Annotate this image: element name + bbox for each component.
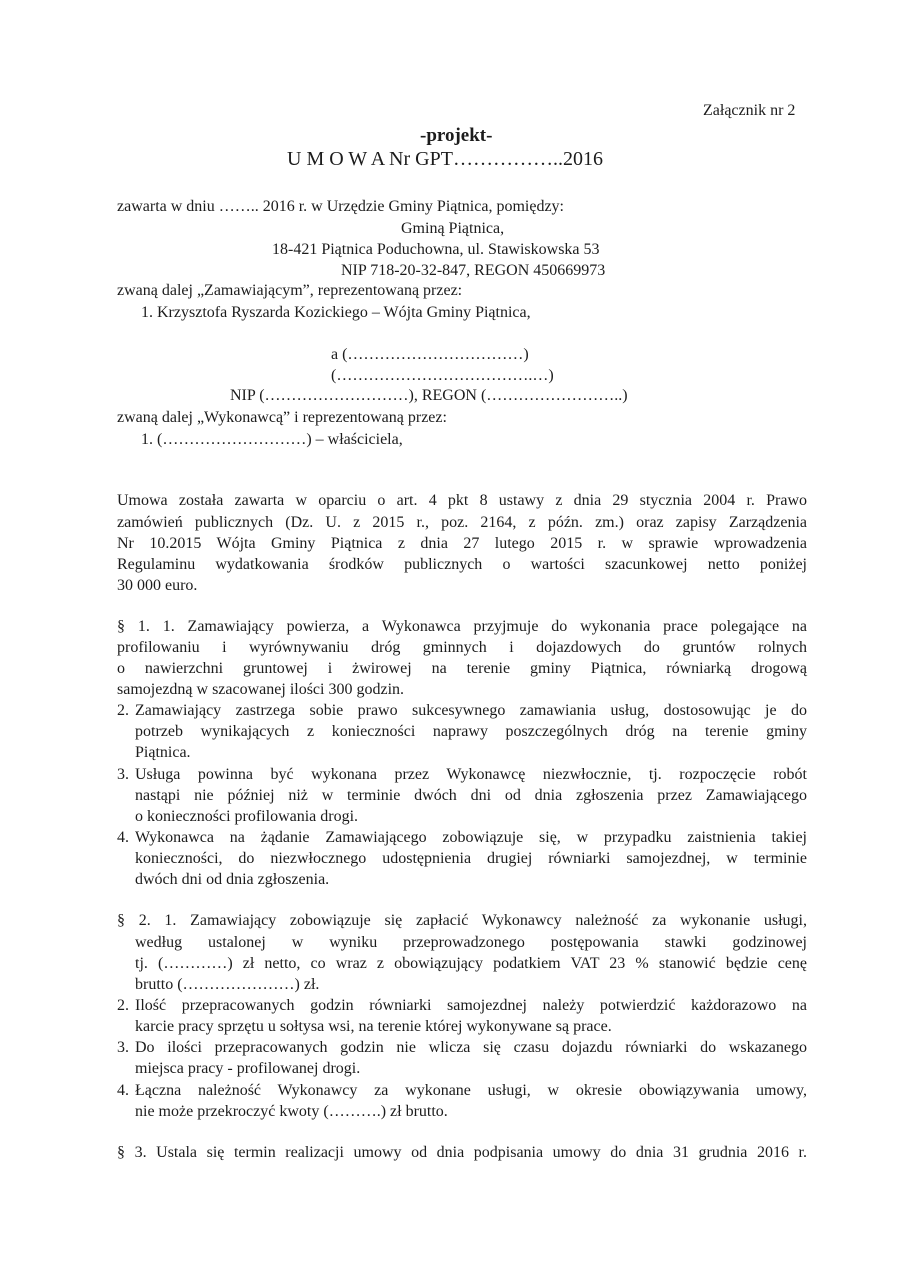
basis-line: 30 000 euro. [117, 577, 198, 594]
party1-representative: 1. Krzysztofa Ryszarda Kozickiego – Wójta Gminy Piątnica, [141, 304, 531, 321]
sec2-p2-line: karcie pracy sprzętu u sołtysa wsi, na terenie której wykonywane są prace. [135, 1018, 612, 1035]
party1-called: zwaną dalej „Zamawiającym”, reprezentowaną przez: [117, 282, 463, 299]
basis-line: Nr 10.2015 Wójta Gminy Piątnica z dnia 27 lutego 2015 r. w sprawie wprowadzenia [117, 535, 807, 552]
section-3: § 3. Ustala się termin realizacji umowy od dnia podpisania umowy do dnia 31 grudnia 2016 r. [117, 1144, 807, 1161]
sec1-p1-line: samojezdną w szacowanej ilości 300 godzin. [117, 681, 405, 698]
party2-representative: 1. (………………………) – właściciela, [141, 431, 403, 448]
sec1-p4-number: 4. [117, 829, 129, 846]
sec2-p3-line: miejsca pracy - profilowanej drogi. [135, 1060, 361, 1077]
sec1-p1-line: o nawierzchni gruntowej i żwirowej na terenie gminy Piątnica, równiarką drogową [117, 660, 807, 677]
sec1-p4-line: dwóch dni od dnia zgłoszenia. [135, 871, 330, 888]
basis-line: Regulaminu wydatkowania środków publicznych o wartości szacunkowej netto poniżej [117, 556, 807, 573]
sec1-p2-line: Piątnica. [135, 744, 191, 761]
sec1-p4-line: Wykonawca na żądanie Zamawiającego zobowiązuje się, w przypadku zaistnienia takiej [135, 829, 807, 846]
party2-ids: NIP (………………………), REGON (……………………..) [230, 387, 628, 404]
sec1-p3-line: o konieczności profilowania drogi. [135, 808, 359, 825]
party1-name: Gminą Piątnica, [401, 220, 505, 237]
sec2-p4-line: nie może przekroczyć kwoty (……….) zł brutto. [135, 1103, 448, 1120]
draft-label: -projekt- [420, 125, 493, 146]
sec2-p2-number: 2. [117, 997, 129, 1014]
party2-called: zwaną dalej „Wykonawcą” i reprezentowaną przez: [117, 409, 447, 426]
sec1-p1-line: § 1. 1. Zamawiający powierza, a Wykonawca przyjmuje do wykonania prace polegające na [117, 618, 807, 635]
sec2-p2-line: Ilość przepracowanych godzin równiarki samojezdnej należy potwierdzić każdorazowo na [135, 997, 807, 1014]
basis-line: Umowa została zawarta w oparciu o art. 4 pkt 8 ustawy z dnia 29 stycznia 2004 r. Prawo [117, 492, 807, 509]
sec2-p1-line: tj. (…………) zł netto, co wraz z obowiązujący podatkiem VAT 23 % stanowić będzie cenę [135, 955, 807, 972]
basis-line: zamówień publicznych (Dz. U. z 2015 r., poz. 2164, z późn. zm.) oraz zapisy Zarządzenia [117, 514, 807, 531]
sec2-p3-number: 3. [117, 1039, 129, 1056]
party1-ids: NIP 718-20-32-847, REGON 450669973 [341, 262, 606, 279]
sec1-p1-line: profilowaniu i wyrównywaniu dróg gminnych i dojazdowych do gruntów rolnych [117, 639, 807, 656]
sec2-p4-line: Łączna należność Wykonawcy za wykonane usługi, w okresie obowiązywania umowy, [135, 1082, 807, 1099]
sec2-p1-line: według ustalonej w wyniku przeprowadzonego postępowania stawki godzinowej [135, 934, 807, 951]
sec2-p3-line: Do ilości przepracowanych godzin nie wlicza się czasu dojazdu równiarki do wskazanego [135, 1039, 807, 1056]
concluded-line: zawarta w dniu …….. 2016 r. w Urzędzie Gminy Piątnica, pomiędzy: [117, 198, 564, 215]
party1-address: 18-421 Piątnica Poduchowna, ul. Stawiskowska 53 [272, 241, 600, 258]
sec2-p1-line: brutto (…………………) zł. [135, 976, 320, 993]
sec2-p1-line: § 2. 1. Zamawiający zobowiązuje się zapłacić Wykonawcy należność za wykonanie usługi, [117, 912, 807, 929]
contract-title: U M O W A Nr GPT……………..2016 [287, 148, 603, 170]
sec1-p2-line: potrzeb wynikających z konieczności naprawy poszczególnych dróg na terenie gminy [135, 723, 807, 740]
sec1-p2-line: Zamawiający zastrzega sobie prawo sukcesywnego zamawiania usług, dostosowując je do [135, 702, 807, 719]
sec1-p3-number: 3. [117, 766, 129, 783]
sec1-p4-line: konieczności, do niezwłocznego udostępnienia drugiej równiarki samojezdnej, w terminie [135, 850, 807, 867]
sec1-p3-line: nastąpi nie później niż w terminie dwóch dni od dnia zgłoszenia przez Zamawiającego [135, 787, 807, 804]
sec1-p2-number: 2. [117, 702, 129, 719]
attachment-label: Załącznik nr 2 [703, 102, 796, 119]
party2-line-a: a (……………………………) [331, 346, 529, 363]
sec1-p3-line: Usługa powinna być wykonana przez Wykonawcę niezwłocznie, tj. rozpoczęcie robót [135, 766, 807, 783]
sec2-p4-number: 4. [117, 1082, 129, 1099]
party2-line-b: (……………………………….…) [331, 367, 554, 384]
